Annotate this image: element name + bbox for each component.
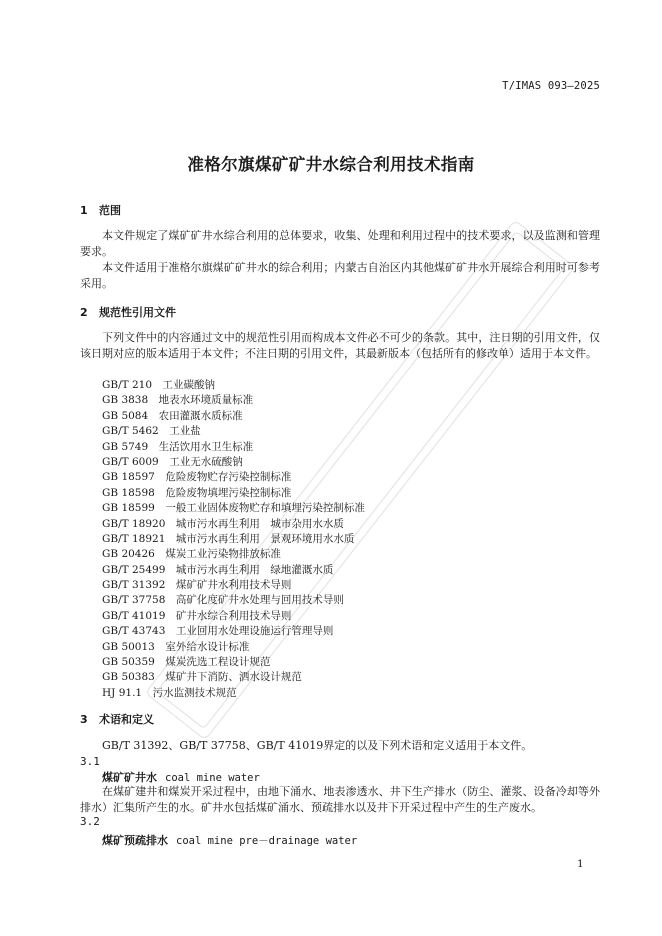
normative-reference-list [0, 378, 662, 701]
section-number: 3 [80, 713, 88, 726]
reference-item: GB 3838 地表水环境质量标准 [102, 394, 254, 407]
section-1-paragraph-1: 本文件规定了煤矿矿井水综合利用的总体要求，收集、处理和利用过程中的技术要求，以及监测和管理要求。 [80, 229, 600, 258]
section-1-paragraph-2: 本文件适用于准格尔旗煤矿矿井水的综合利用；内蒙古自治区内其他煤矿矿井水开展综合利用时可参考采用。 [80, 261, 600, 290]
page-number: 1 [577, 858, 584, 870]
reference-item: GB 50013 室外给水设计标准 [102, 640, 250, 653]
reference-item: GB/T 210 工业碳酸钠 [102, 379, 216, 391]
section-3-paragraph-1: GB/T 31392、GB/T 37758、GB/T 41019界定的以及下列术语和定义适用于本文件。 [102, 739, 533, 752]
section-title: 规范性引用文件 [99, 306, 176, 319]
term-heading [102, 769, 260, 785]
reference-item: GB/T 18921 城市污水再生利用 景观环境用水水质 [102, 532, 355, 545]
reference-item: GB 20426 煤炭工业污染物排放标准 [102, 548, 281, 561]
reference-item: GB 50383 煤矿井下消防、洒水设计规范 [102, 671, 302, 684]
section-3-heading [80, 711, 154, 727]
section-number: 2 [80, 306, 88, 319]
term-definition: 在煤矿建井和煤炭开采过程中，由地下涌水、地表渗透水、井下生产排水（防尘、灌浆、设备冷却等外排水）汇集所产生的水。矿井水包括煤矿涌水、预疏排水以及井下开采过程中产生的生产废水。 [80, 785, 600, 814]
term-english: coal mine water [165, 772, 260, 784]
term-name: 煤矿预疏排水 [102, 834, 168, 847]
reference-item: GB 18599 一般工业固体废物贮存和填埋污染控制标准 [102, 502, 365, 515]
reference-item: GB/T 43743 工业回用水处理设施运行管理导则 [102, 625, 334, 638]
reference-item: GB/T 25499 城市污水再生利用 绿地灌溉水质 [102, 563, 334, 576]
reference-item: GB/T 6009 工业无水硫酸钠 [102, 455, 243, 468]
term-heading [102, 832, 357, 848]
section-1-heading [80, 202, 121, 218]
section-2-heading [80, 304, 176, 320]
reference-item: GB 50359 煤炭洗选工程设计规范 [102, 656, 271, 669]
document-number: T/IMAS 093—2025 [502, 80, 600, 92]
reference-item: GB 5084 农田灌溉水质标准 [102, 409, 243, 422]
reference-item: GB 18598 危险废物填埋污染控制标准 [102, 486, 292, 499]
reference-item: GB/T 31392 煤矿矿井水利用技术导则 [102, 579, 292, 592]
section-title: 术语和定义 [99, 713, 154, 726]
term-number: 3.2 [80, 815, 100, 828]
reference-item: GB/T 37758 高矿化度矿井水处理与回用技术导则 [102, 594, 344, 607]
reference-item: GB/T 18920 城市污水再生利用 城市杂用水水质 [102, 517, 344, 530]
term-english: coal mine pre－drainage water [176, 835, 358, 847]
reference-item: GB 18597 危险废物贮存污染控制标准 [102, 471, 292, 484]
reference-item: GB 5749 生活饮用水卫生标准 [102, 440, 254, 453]
reference-item: HJ 91.1 污水监测技术规范 [102, 686, 237, 699]
section-title: 范围 [99, 204, 121, 217]
section-number: 1 [80, 204, 88, 217]
term-number: 3.1 [80, 755, 100, 768]
section-2-paragraph-1: 下列文件中的内容通过文中的规范性引用而构成本文件必不可少的条款。其中，注日期的引用文件，仅该日期对应的版本适用于本文件；不注日期的引用文件，其最新版本（包括所有的修改单）适用于本文件。 [80, 331, 600, 360]
reference-item: GB/T 5462 工业盐 [102, 425, 201, 438]
document-title: 准格尔旗煤矿矿井水综合利用技术指南 [187, 155, 475, 174]
term-name: 煤矿矿井水 [102, 771, 157, 784]
reference-item: GB/T 41019 矿井水综合利用技术导则 [102, 609, 292, 622]
